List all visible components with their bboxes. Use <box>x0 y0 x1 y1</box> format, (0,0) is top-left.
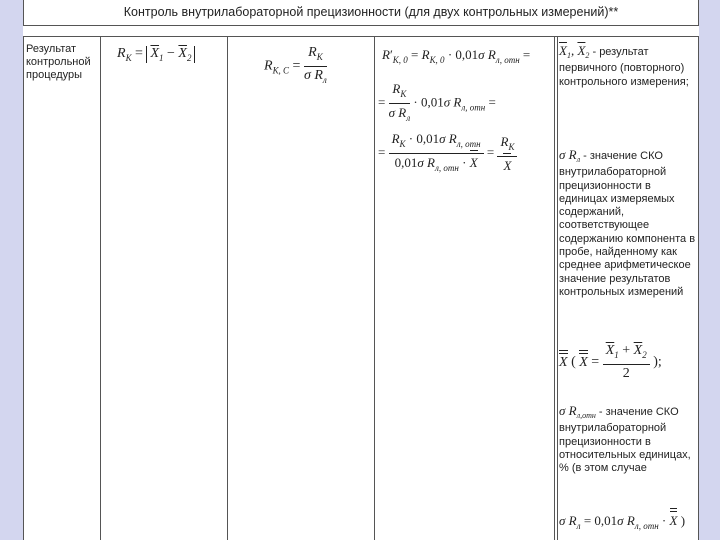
derivation-line-1: $R'_{К, 0} = R_{К, 0} \cdot 0,01\sigma$ $R_{л, отн}$ = <box>382 47 531 65</box>
column-divider <box>100 37 101 540</box>
derivation-line-2: = $\frac{R_К}{\sigma R_л}$ · 0,01σ $R_{л, отн}$ = <box>378 81 496 123</box>
derivation-line-3: = $\frac{R_К \cdot 0,01\sigma R_{л, отн}}{0,01\sigma R_{л, отн} \cdot X}$ = $\frac{R_К}{X}$ <box>378 130 517 177</box>
desc-result-definition <box>559 44 699 89</box>
row-label: Результат контрольной процедуры <box>26 43 91 81</box>
desc-sigma-symbol: σ $R_л$ <box>559 147 581 164</box>
column-divider <box>227 37 228 540</box>
right-side-band <box>699 0 720 540</box>
column-divider <box>554 37 555 540</box>
header-row <box>23 0 699 26</box>
desc-relative-sko-text: - значение СКО внутрилабораторной прецизионности в относительных единицах, % (в этом случае <box>559 406 691 475</box>
rk-formula <box>117 46 195 63</box>
header-title: Контроль внутрилабораторной прецизионности (для двух контрольных измерений)** <box>123 5 619 19</box>
desc-mean-formula: X ( X = $\frac{\overline{X}_1 + \overline{X}_2}{2}$ ); <box>559 343 662 381</box>
left-side-band <box>0 0 23 540</box>
rkc-formula: $R_{К, С}$ = $\frac{R_К}{\sigma R_л}$ <box>264 45 327 85</box>
desc-sigma-rel-symbol: σ $R_{л,отн}$ <box>559 403 596 420</box>
desc-result-text: - результат первичного (повторного) контрольного измерения; <box>559 46 689 88</box>
desc-sko-text: - значение СКО внутрилабораторной прецизионности в единицах измеряемых содержаний, соответствующее содержанию компонента в пробе, найденному как среднее арифметическое значение результатов контрольных измерений <box>559 150 696 298</box>
column-divider <box>374 37 375 540</box>
desc-x-symbols: $\overline{X}_1$, $\overline{X}_2$ <box>559 43 590 60</box>
desc-sko-definition <box>559 148 699 299</box>
column-divider <box>557 37 558 540</box>
desc-relative-sko-definition <box>559 404 699 475</box>
desc-sigma-formula: σ $R_л = 0,01\sigma$ $R_{л, отн} \cdot X$ ) <box>559 513 686 531</box>
rk-formula-text: $R_К = \overline{X}_1 - \overline{X}_2$ <box>117 46 195 61</box>
